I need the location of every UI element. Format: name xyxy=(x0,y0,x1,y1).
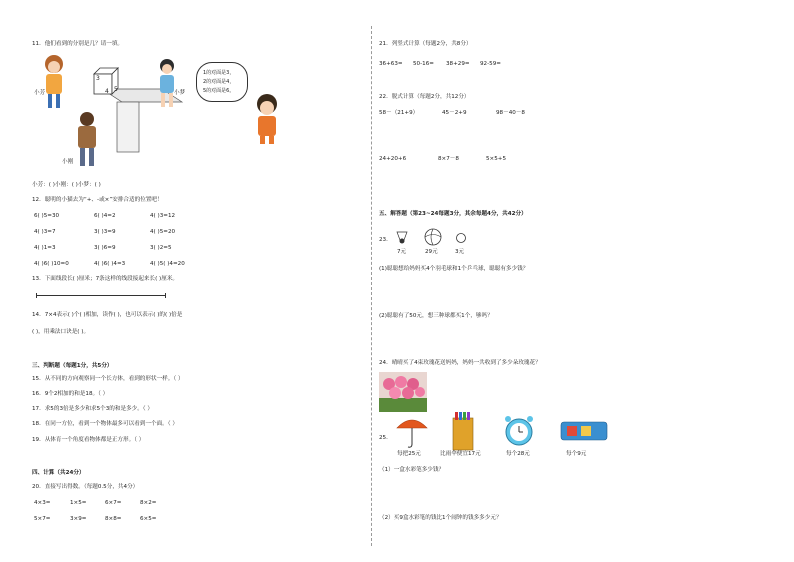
q19: 19．从体育一个角度看物体都是正方形。（ ） xyxy=(32,437,145,443)
q16: 16．9个2相加的和是18。（ ） xyxy=(32,391,109,397)
calc-item: 6×7= xyxy=(105,500,122,506)
caption-markers: 比雨伞便宜17元 xyxy=(440,451,481,457)
q25-part2: （2）买9盒水彩笔的钱比1个闹钟的钱多多少元？ xyxy=(379,515,502,521)
q21-item: 36+63= xyxy=(379,61,403,67)
q21-item: 38+29= xyxy=(446,61,470,67)
roses-image xyxy=(379,372,427,412)
price-volleyball: 29元 xyxy=(425,249,438,255)
q20-title: 20．直接写出得数。（每题0.5分，共4分） xyxy=(32,484,139,490)
calc-item: 1×5= xyxy=(70,500,87,506)
calc-item: 4×3= xyxy=(34,500,51,506)
calc-item: 8×8= xyxy=(105,516,122,522)
volleyball-icon xyxy=(425,229,441,245)
cube-face-top: 3 xyxy=(96,75,100,82)
q12-item: 3( )3=9 xyxy=(94,229,116,235)
price-shuttlecock: 7元 xyxy=(397,249,407,255)
q12-item: 4( )1=3 xyxy=(34,245,56,251)
umbrella-icon xyxy=(397,420,427,428)
q12-title: 12．聪明的小猫去为“+、-或×”安排合适的位置吧！ xyxy=(32,197,163,203)
q21-item: 50-16= xyxy=(413,61,434,67)
q22-item: 45－2+9 xyxy=(442,110,467,116)
q18: 18．在同一方位，看到一个物体最多可以看到一个面。（ ） xyxy=(32,421,178,427)
q25-items xyxy=(395,410,615,452)
q11-title: 11．他们看到的分别是几？请一填。 xyxy=(32,41,124,47)
q22-item: 8×7－8 xyxy=(438,156,459,162)
section4-title: 四、计算（共24分） xyxy=(32,470,85,476)
q21-item: 92-59= xyxy=(480,61,501,67)
q15: 15．从不同的方向观察同一个长方体，看到的形状一样。（ ） xyxy=(32,376,184,382)
caption-umbrella: 每把25元 xyxy=(397,451,421,457)
q12-item: 4( )5=20 xyxy=(150,229,176,235)
q17: 17．求5的3倍是多少和求5个3的和是多少。（ ） xyxy=(32,406,154,412)
speech-line: 5的对面是6。 xyxy=(203,88,235,94)
label-xiaogang: 小刚 xyxy=(62,159,74,165)
q22-item: 58－（21+9） xyxy=(379,110,419,116)
section5-title: 五、解答题（第23~24每题3分，其余每题4分，共42分） xyxy=(379,211,527,217)
q12-item: 6( )4=2 xyxy=(94,213,116,219)
calc-item: 3×9= xyxy=(70,516,87,522)
q24-text: 24．晴晴买了4束玫瑰花送妈妈，妈妈一共收到了多少朵玫瑰花？ xyxy=(379,360,541,366)
q25-label: 25． xyxy=(379,435,392,441)
q12-item: 4( )6( )4=3 xyxy=(94,261,126,267)
q12-item: 3( )2=5 xyxy=(150,245,172,251)
q12-item: 6( )5=30 xyxy=(34,213,60,219)
section3-title: 三、判断题（每题1分，共5分） xyxy=(32,363,113,369)
q22-title: 22．脱式计算（每题2分，共12分） xyxy=(379,94,470,100)
caption-clock: 每个28元 xyxy=(506,451,530,457)
q22-item: 98－40－8 xyxy=(496,110,525,116)
calc-item: 5×7= xyxy=(34,516,51,522)
q12-item: 4( )5( )4=20 xyxy=(150,261,185,267)
q13-segment xyxy=(36,295,166,296)
speech-bubble xyxy=(196,62,248,102)
q11-answer: 小芳：( )小刚：( )小梦：( ) xyxy=(32,182,101,188)
price-pingpong: 3元 xyxy=(455,249,465,255)
label-xiaofang: 小芳 xyxy=(34,90,46,96)
calc-item: 8×2= xyxy=(140,500,157,506)
speech-line: 2的对面是4， xyxy=(203,79,235,85)
q12-item: 4( )3=7 xyxy=(34,229,56,235)
q11-figure xyxy=(32,54,292,174)
marker-box-icon xyxy=(453,418,473,450)
label-xiaomeng: 小梦 xyxy=(174,90,186,96)
shuttlecock-base xyxy=(400,239,405,244)
q22-item: 24+20+6 xyxy=(379,156,407,162)
q13-text: 13．下面线段长( )厘米；7条这样的线段接起来长( )厘米。 xyxy=(32,276,179,282)
q12-item: 4( )3=12 xyxy=(150,213,176,219)
q23-balls xyxy=(393,228,473,248)
pingpong-icon xyxy=(457,234,466,243)
cube-face-side: 5 xyxy=(114,86,118,93)
cube-face-front: 4 xyxy=(105,88,109,95)
q23-label: 23． xyxy=(379,237,392,243)
q25-part1: （1）一盒水彩笔多少钱？ xyxy=(379,467,445,473)
caption-pencil-case: 每个9元 xyxy=(566,451,587,457)
q14-line1: 14．7×4表示( )个( )相加，读作( )，也可以表示( )的( )倍是 xyxy=(32,312,183,318)
speech-line: 1的对面是3， xyxy=(203,70,235,76)
q22-item: 5×5+5 xyxy=(486,156,507,162)
q14-line2: ( )，用乘法口诀是( )。 xyxy=(32,329,90,335)
q23-part2: (2)聪聪有了50元，想三种球都买1个，够吗？ xyxy=(379,313,493,319)
calc-item: 6×5= xyxy=(140,516,157,522)
q23-part1: (1)聪聪想给妈妈买4个羽毛球和1个乒乓球，聪聪有多少钱？ xyxy=(379,266,529,272)
q12-item: 3( )6=9 xyxy=(94,245,116,251)
q21-title: 21．列竖式计算（每题2分，共8分） xyxy=(379,41,472,47)
column-divider xyxy=(371,26,372,546)
q12-item: 4( )6( )10=0 xyxy=(34,261,69,267)
